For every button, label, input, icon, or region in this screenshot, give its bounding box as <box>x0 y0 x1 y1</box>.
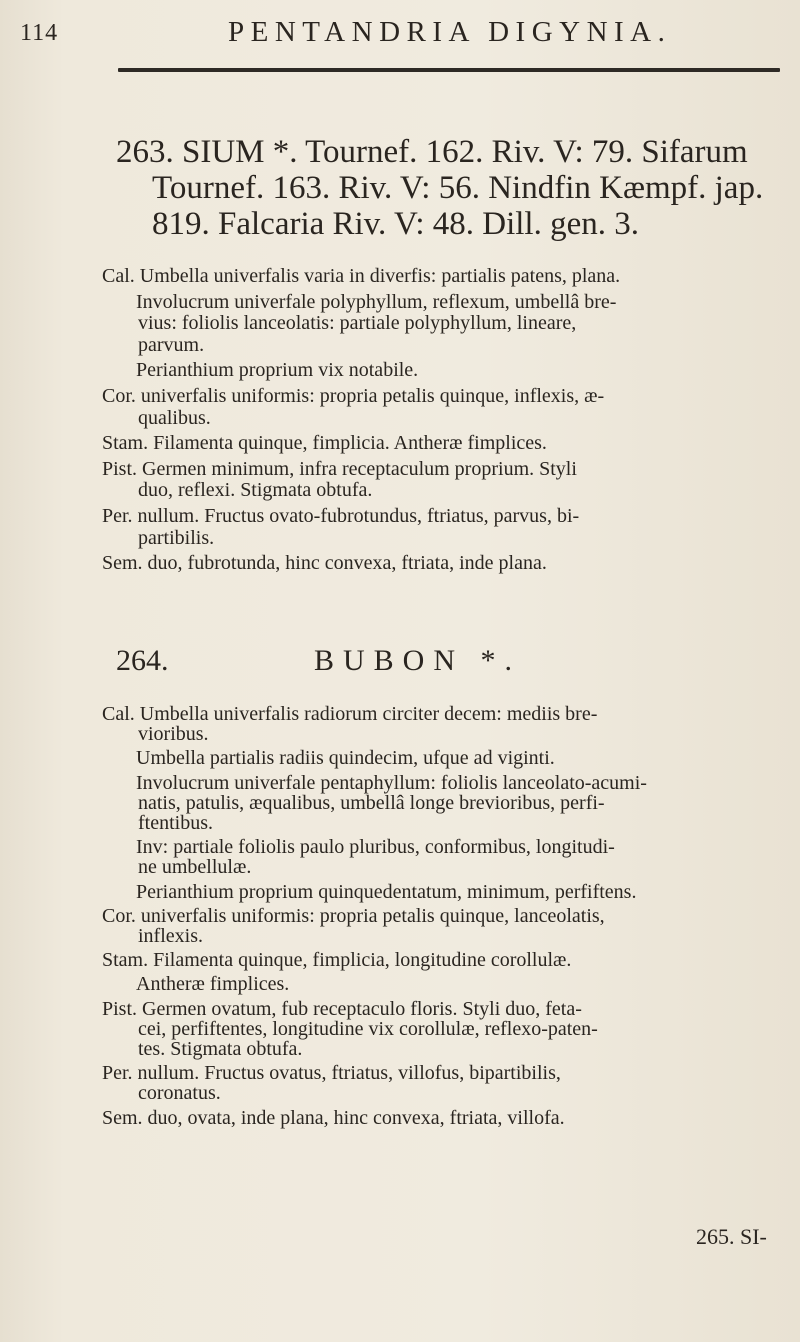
description-line: cei, perfiftentes, longitudine vix corollulæ, reflexo-paten- <box>138 1017 598 1040</box>
description-line: natis, patulis, æqualibus, umbellâ longe brevioribus, perfi- <box>138 791 605 814</box>
description-line: tes. Stigmata obtufa. <box>138 1038 303 1061</box>
genus-264-name: BUBON *. <box>314 644 522 677</box>
description-line: Umbella partialis radiis quindecim, ufque ad viginti. <box>136 747 555 770</box>
description-line: Perianthium proprium quinquedentatum, minimum, perfiftens. <box>136 880 637 903</box>
description-line: Involucrum univerfale pentaphyllum: foliolis lanceolato-acumi- <box>136 771 647 794</box>
description-line: ne umbellulæ. <box>138 856 252 879</box>
genus-263-heading <box>116 134 786 242</box>
catchword: 265. SI- <box>696 1224 767 1249</box>
description-line: Cor. univerfalis uniformis: propria petalis quinque, inflexis, æ- <box>102 384 605 407</box>
genus-263-line: Tournef. 163. Riv. V: 56. Nindfin Kæmpf. jap. <box>152 170 764 206</box>
description-line: Pist. Germen minimum, infra receptaculum proprium. Styli <box>102 457 577 480</box>
description-line: Cal. Umbella univerfalis varia in diverfis: partialis patens, plana. <box>102 265 621 287</box>
description-line: Sem. duo, ovata, inde plana, hinc convexa, ftriata, villofa. <box>102 1106 565 1129</box>
description-line: vioribus. <box>138 723 209 746</box>
header-rule <box>118 68 780 72</box>
description-line: Perianthium proprium vix notabile. <box>136 359 419 382</box>
genus-263-line: 819. Falcaria Riv. V: 48. Dill. gen. 3. <box>152 206 639 242</box>
description-line: duo, reflexi. Stigmata obtufa. <box>138 479 373 502</box>
genus-264-description <box>102 700 792 1128</box>
description-line: inflexis. <box>138 925 203 948</box>
description-line: Stam. Filamenta quinque, fimplicia, longitudine corollulæ. <box>102 949 572 972</box>
description-line: Pist. Germen ovatum, fub receptaculo floris. Styli duo, feta- <box>102 997 582 1020</box>
genus-263-line: 263. SIUM *. Tournef. 162. Riv. V: 79. Sifarum <box>116 134 748 170</box>
description-line: partibilis. <box>138 526 215 549</box>
description-line: qualibus. <box>138 406 211 429</box>
page-header <box>0 14 800 54</box>
description-line: Cor. univerfalis uniformis: propria petalis quinque, lanceolatis, <box>102 904 605 927</box>
genus-263-description <box>102 262 792 575</box>
page-number: 114 <box>20 20 59 46</box>
description-line: vius: foliolis lanceolatis: partiale polyphyllum, lineare, <box>138 312 577 335</box>
description-line: Cal. Umbella univerfalis radiorum circiter decem: mediis bre- <box>102 703 598 725</box>
description-line: Inv: partiale foliolis paulo pluribus, conformibus, longitudi- <box>136 836 615 859</box>
description-line: Per. nullum. Fructus ovato-fubrotundus, ftriatus, parvus, bi- <box>102 504 580 527</box>
description-line: Antheræ fimplices. <box>136 973 290 996</box>
description-line: Involucrum univerfale polyphyllum, reflexum, umbellâ bre- <box>136 290 617 313</box>
description-line: Per. nullum. Fructus ovatus, ftriatus, villofus, bipartibilis, <box>102 1062 561 1085</box>
genus-264-number: 264. <box>116 644 169 677</box>
running-head: PENTANDRIA DIGYNIA. <box>228 16 672 48</box>
description-line: Sem. duo, fubrotunda, hinc convexa, ftriata, inde plana. <box>102 552 547 575</box>
description-line: parvum. <box>138 333 205 356</box>
description-line: coronatus. <box>138 1082 221 1105</box>
description-line: Stam. Filamenta quinque, fimplicia. Antheræ fimplices. <box>102 432 547 455</box>
description-line: ftentibus. <box>138 812 213 835</box>
